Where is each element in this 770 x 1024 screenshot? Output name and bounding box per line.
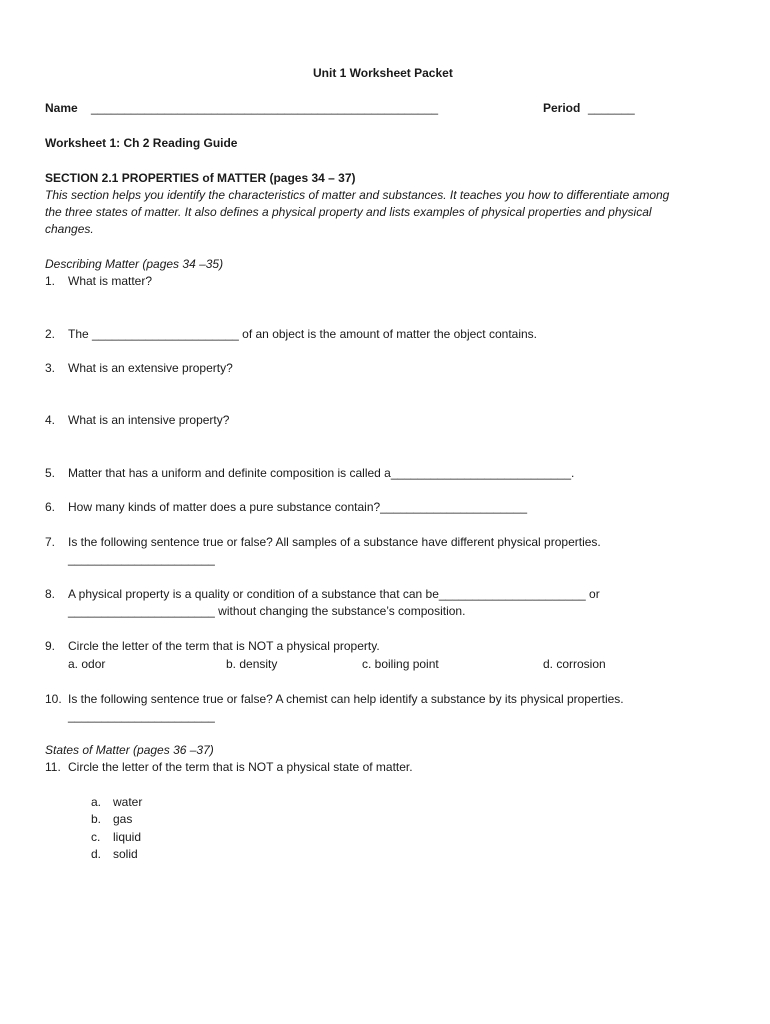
question-1-text: What is matter? (68, 274, 153, 288)
section-heading: SECTION 2.1 PROPERTIES of MATTER (pages 34 – 37) (45, 171, 356, 185)
question-11-text: Circle the letter of the term that is NOT a physical state of matter. (68, 760, 413, 774)
choice-solid[interactable]: solid (113, 847, 138, 861)
question-number: 2. (45, 327, 56, 341)
question-number: 5. (45, 466, 56, 480)
choice-liquid[interactable]: liquid (113, 830, 142, 844)
worksheet-heading: Worksheet 1: Ch 2 Reading Guide (45, 136, 238, 150)
question-7-answer-blank[interactable]: ______________________ (68, 552, 215, 566)
page-title: Unit 1 Worksheet Packet (313, 66, 453, 80)
choice-c-boiling-point[interactable]: c. boiling point (362, 657, 439, 671)
question-number: 3. (45, 361, 56, 375)
question-5-text: Matter that has a uniform and definite composition is called a___________________________. (68, 466, 575, 480)
question-7-text: Is the following sentence true or false? All samples of a substance have different physical properties. (68, 535, 601, 549)
section-intro-line-3: changes. (45, 222, 94, 236)
question-number: 9. (45, 639, 56, 653)
subsection-states-of-matter: States of Matter (pages 36 –37) (45, 743, 214, 757)
choice-water[interactable]: water (113, 795, 143, 809)
question-number: 1. (45, 274, 56, 288)
choice-letter: d. (91, 847, 102, 861)
name-blank[interactable]: ____________________________________________________ (91, 101, 439, 115)
choice-letter: a. (91, 795, 102, 809)
question-8-text: A physical property is a quality or condition of a substance that can be______________________ or (68, 587, 600, 601)
period-label: Period (543, 101, 581, 115)
question-2-text: The ______________________ of an object is the amount of matter the object contains. (68, 327, 538, 341)
question-number: 11. (45, 760, 61, 774)
question-9-text: Circle the letter of the term that is NOT a physical property. (68, 639, 380, 653)
question-number: 7. (45, 535, 56, 549)
choice-letter: b. (91, 812, 102, 826)
question-number: 10. (45, 692, 62, 706)
choice-gas[interactable]: gas (113, 812, 133, 826)
question-number: 6. (45, 500, 56, 514)
choice-a-odor[interactable]: a. odor (68, 657, 106, 671)
choice-letter: c. (91, 830, 101, 844)
choice-b-density[interactable]: b. density (226, 657, 278, 671)
section-intro-line-2: the three states of matter. It also defines a physical property and lists examples of physical properties and physical (45, 205, 652, 219)
question-number: 4. (45, 413, 56, 427)
period-blank[interactable]: _______ (588, 101, 635, 115)
subsection-describing-matter: Describing Matter (pages 34 –35) (45, 257, 224, 271)
question-8-text-continued: ______________________ without changing the substance’s composition. (68, 604, 466, 618)
question-10-text: Is the following sentence true or false? A chemist can help identify a substance by its physical properties. (68, 692, 624, 706)
question-3-text: What is an extensive property? (68, 361, 233, 375)
choice-d-corrosion[interactable]: d. corrosion (543, 657, 606, 671)
section-intro-line-1: This section helps you identify the characteristics of matter and substances. It teaches you how to differentiate among (45, 188, 670, 202)
question-4-text: What is an intensive property? (68, 413, 230, 427)
question-number: 8. (45, 587, 56, 601)
question-10-answer-blank[interactable]: ______________________ (68, 709, 215, 723)
question-6-text: How many kinds of matter does a pure substance contain?______________________ (68, 500, 527, 514)
name-label: Name (45, 101, 78, 115)
